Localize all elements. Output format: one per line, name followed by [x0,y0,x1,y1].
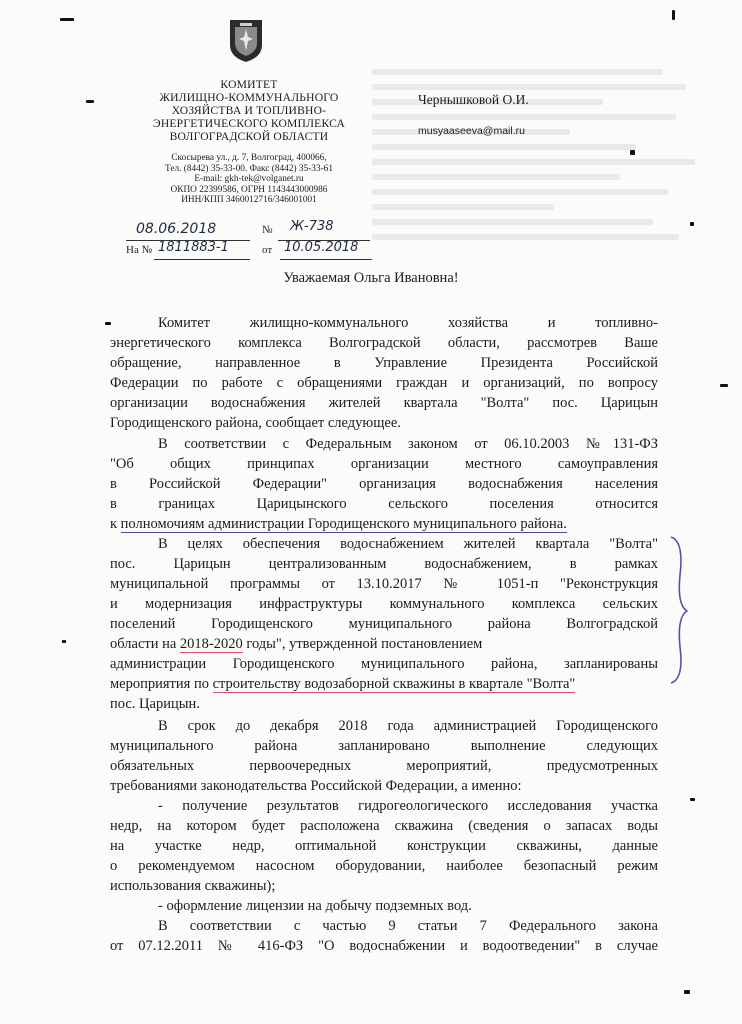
body-line: Комитет жилищно-коммунального хозяйства и топливно- [158,315,658,331]
body-line: на участке недр, оптимальной конструкции скважины, данные [110,838,658,854]
reference-from-label: от [262,244,273,256]
body-line: - оформление лицензии на добычу подземных вод. [158,898,472,914]
body-line: Федерации по работе с обращениями граждан и организаций, по вопросу [110,375,658,391]
body-line: В соответствии с частью 9 статьи 7 Федерального закона [158,918,658,934]
organization-contacts: Скосырева ул., д. 7, Волгоград, 400066, Тел. (8442) 35-33-00. Факс (8442) 35-33-61 E-mail: gkh-tek@volganet.ru ОКПО 22399586, ОГРН 1143443000986 ИНН/КПП 3460012716/346001001 [165,153,333,206]
body-line: - получение результатов гидрогеологического исследования участка [158,798,658,814]
volgograd-coat-of-arms-icon [229,19,263,63]
scan-speck [62,640,66,643]
body-line: от 07.12.2011 № 416-ФЗ "О водоснабжении и водоотведении" в случае [110,938,658,954]
body-line: и модернизация инфраструктуры коммунального комплекса сельских [110,596,658,612]
scan-speck [690,222,694,226]
body-line: Городищенского района, сообщает следующее. [110,415,401,431]
body-line: обращение, направленное в Управление Президента Российской [110,355,658,371]
reference-number-label: На № [126,244,153,256]
body-line: "Об общих принципах организации местного самоуправления [110,456,658,472]
reference-number: 1811883-1 [158,240,229,255]
body-line: пос. Царицын централизованным водоснабжением, в рамках [110,556,658,572]
body-line: организации водоснабжения жителей квартала "Волта" пос. Царицын [110,395,658,411]
body-line: энергетического комплекса Волгоградской области, рассмотрев Ваше [110,335,658,351]
greeting: Уважаемая Ольга Ивановна! [283,270,459,286]
body-line: использования скважины); [110,878,276,894]
body-line: муниципальной программы от 13.10.2017 № 1051-п "Реконструкция [110,576,658,592]
body-line: В целях обеспечения водоснабжением жителей квартала "Волта" [158,536,658,552]
scan-speck [105,322,111,325]
sender-block [118,78,380,206]
recipient-block [418,92,529,137]
recipient-name: Чернышковой О.И. [418,92,529,107]
scan-speck [720,384,728,387]
body-line: в границах Царицынского сельского поселения относится [110,496,658,512]
scan-speck [60,18,74,21]
registration-number: Ж-738 [290,219,334,234]
handwritten-bracket-mark [668,535,690,685]
red-underlined-years: 2018-2020 [179,636,243,652]
body-line: администрации Городищенского муниципального района, запланированы [110,656,658,672]
body-line: недр, на котором будет расположена скважина (сведения о запасах воды [110,818,658,834]
scan-speck [684,990,690,994]
reference-number-underline [154,259,250,260]
reference-date-underline [280,259,372,260]
reference-date: 10.05.2018 [284,240,359,255]
body-line-highlighted: к полномочиям администрации Городищенского муниципального района. [110,516,567,532]
organization-name: КОМИТЕТ ЖИЛИЩНО-КОММУНАЛЬНОГО ХОЗЯЙСТВА И ТОПЛИВНО- ЭНЕРГЕТИЧЕСКОГО КОМПЛЕКСА ВОЛГОГРАДСКОЙ ОБЛАСТИ [152,78,346,143]
blue-underlined-phrase: полномочиям администрации Городищенского муниципального района. [120,516,567,532]
body-line: В соответствии с Федеральным законом от 06.10.2003 №131-ФЗ [158,436,658,452]
body-line: муниципального района запланировано выполнение следующих [110,738,658,754]
scan-speck [690,798,695,801]
body-line: требованиями законодательства Российской Федерации, а именно: [110,778,522,794]
body-line-highlighted: области на 2018-2020 годы", утвержденной постановлением [110,636,483,652]
body-line-highlighted: мероприятия по строительству водозаборной скважины в квартале "Волта" [110,676,576,692]
recipient-email: musyaaseeva@mail.ru [418,125,525,137]
body-line: пос. Царицын. [110,696,200,712]
scan-speck [672,10,675,20]
scan-speck [630,150,635,155]
scan-speck [86,100,94,103]
body-line: в Российской Федерации" организация водоснабжения населения [110,476,658,492]
body-line: В срок до декабря 2018 года администрацией Городищенского [158,718,658,734]
body-line: поселений Городищенского муниципального района Волгоградской [110,616,658,632]
registration-number-label: № [262,224,273,236]
pink-underlined-phrase: строительству водозаборной скважины в квартале "Волта" [212,676,576,692]
body-line: обязательных первоочередных мероприятий, предусмотренных [110,758,658,774]
body-line: о рекомендуемом насосном оборудовании, наиболее безопасный режим [110,858,658,874]
registration-date: 08.06.2018 [136,221,217,237]
